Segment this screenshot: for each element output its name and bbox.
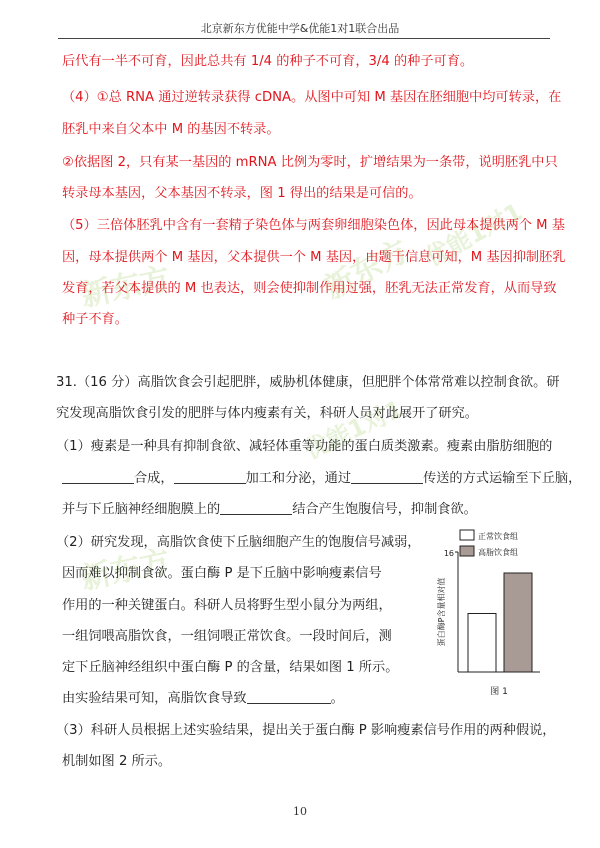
question-part-2: （2）研究发现，高脂饮食使下丘脑细胞产生的饱腹信号减弱， [56, 535, 421, 550]
answer-blank[interactable] [351, 469, 423, 484]
question-part-2: 一组饲喂高脂饮食，一组饲喂正常饮食。一段时间后，测 [62, 629, 392, 644]
figure-caption: 图 1 [490, 687, 508, 697]
question-part-3: 机制如图 2 所示。 [62, 754, 172, 769]
bar-normal-diet [468, 614, 496, 673]
watermark-logo: 新东方 [318, 233, 415, 307]
answer-line: 因，母本提供两个 M 基因，父本提供一个 M 基因，由题干信息可知，M 基因抑制胚乳 [62, 250, 566, 265]
answer-line: 发育，若父本提供的 M 也表达，则会使抑制作用过强，胚乳无法正常发育，从而导致 [62, 281, 557, 296]
question-part-1-blanks: 并与下丘脑神经细胞膜上的 结合产生饱腹信号，抑制食欲。 [62, 502, 477, 517]
question-part-1-blanks: 合成， 加工和分泌，通过 传送的方式运输至下丘脑， [62, 469, 581, 489]
answer-blank[interactable] [220, 500, 292, 515]
question-part-2: 定下丘脑神经组织中蛋白酶 P 的含量，结果如图 1 所示。 [62, 660, 399, 675]
y-tick-label: 16 [443, 549, 454, 558]
figure-1 [428, 522, 558, 700]
question-intro: 究发现高脂饮食引发的肥胖与体内瘦素有关，科研人员对此展开了研究。 [56, 406, 478, 421]
answer-blank[interactable] [247, 689, 331, 704]
answer-line: 种子不育。 [62, 312, 128, 327]
header-divider [58, 38, 550, 39]
bar-high-fat-diet [504, 573, 532, 672]
answer-line: ②依据图 2，只有某一基因的 mRNA 比例为零时，扩增结果为一条带，说明胚乳中只 [62, 155, 558, 170]
question-part-3: （3）科研人员根据上述实验结果，提出关于蛋白酶 P 影响瘦素信号作用的两种假说， [56, 723, 556, 738]
watermark-logo: 优能1对1 [300, 394, 408, 465]
answer-line: 后代有一半不可育，因此总共有 1/4 的种子不可育，3/4 的种子可育。 [62, 54, 474, 69]
question-intro: 31.（16 分）高脂饮食会引起肥胖，威胁机体健康，但肥胖个体常常难以控制食欲。研 [56, 375, 560, 390]
answer-blank[interactable] [62, 469, 134, 484]
answer-line: 胚乳中来自父本中 M 的基因不转录。 [62, 122, 280, 137]
answer-line: （5）三倍体胚乳中含有一套精子染色体与两套卵细胞染色体，因此母本提供两个 M 基 [62, 218, 565, 233]
legend-swatch [460, 546, 474, 556]
answer-blank[interactable] [174, 469, 246, 484]
answer-line: 转录母本基因，父本基因不转录，图 1 得出的结果是可信的。 [62, 186, 422, 201]
watermark-logo: 新东方 [78, 260, 174, 314]
question-part-1: （1）瘦素是一种具有抑制食欲、减轻体重等功能的蛋白质类激素。瘦素由脂肪细胞的 [56, 439, 553, 454]
question-part-2-blank: 由实验结果可知，高脂饮食导致 。 [62, 691, 344, 706]
watermark-logo: 优能1对1 [420, 197, 527, 272]
legend-label: 高脂饮食组 [478, 548, 518, 557]
legend-swatch [460, 530, 474, 540]
question-part-2: 作用的一种关键蛋白。科研人员将野生型小鼠分为两组， [62, 598, 392, 613]
bar-chart [428, 522, 558, 700]
watermark-logo: 新东方 [78, 543, 174, 597]
question-part-2: 因而难以抑制食欲。蛋白酶 P 是下丘脑中影响瘦素信号 [62, 566, 382, 581]
page-number: 10 [293, 805, 307, 818]
answer-line: （4）①总 RNA 通过逆转录获得 cDNA。从图中可知 M 基因在胚细胞中均可转录，在 [62, 90, 562, 105]
legend-label: 正常饮食组 [478, 532, 518, 541]
y-axis-label: 蛋白酶P含量相对值 [437, 577, 446, 647]
page-header: 北京新东方优能中学&优能1对1联合出品 [200, 22, 400, 35]
